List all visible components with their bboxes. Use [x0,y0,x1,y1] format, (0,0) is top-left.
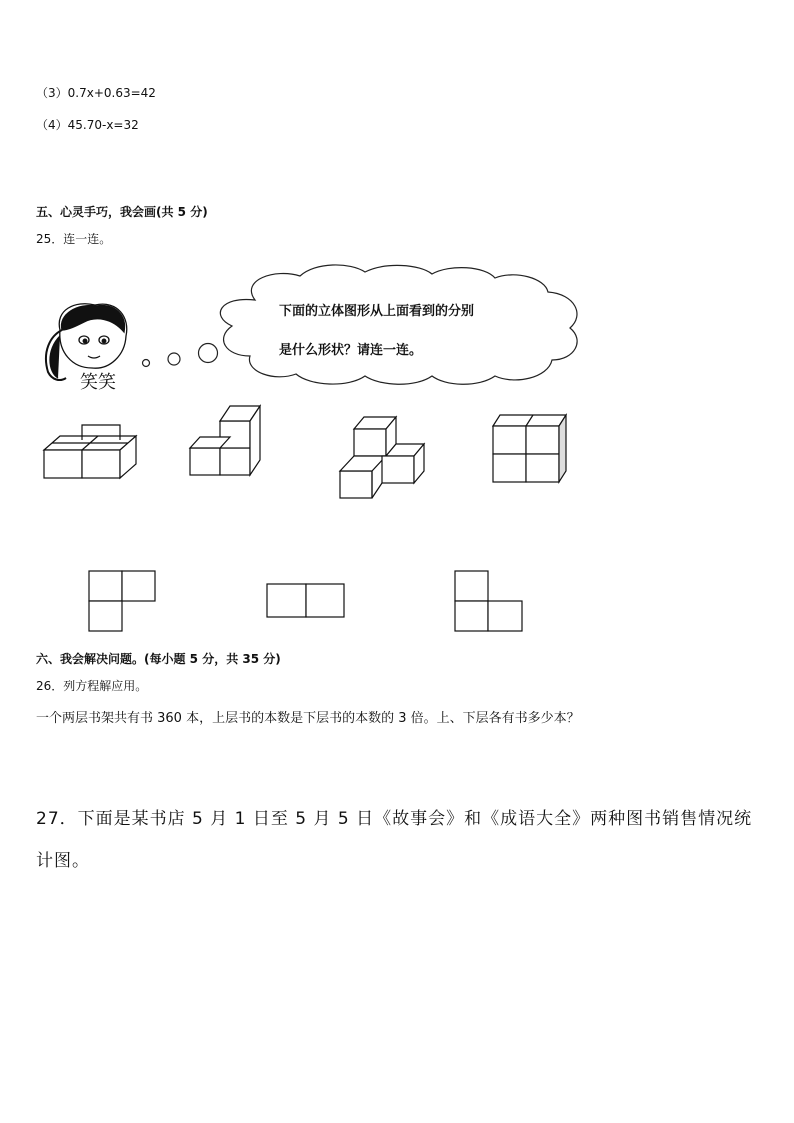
top-view-3 [455,571,522,631]
bubble-text-line-1: 下面的立体图形从上面看到的分别 [279,304,475,319]
thought-dot-medium [168,353,180,365]
question-27-line-1: 27．下面是某书店 5 月 1 日至 5 月 5 日《故事会》和《成语大全》两种图书销售情况统 [36,809,753,829]
thought-dot-small [143,360,150,367]
question-27-line-2: 计图。 [36,851,90,871]
thought-bubble [220,265,577,384]
character-name-label: 笑笑 [80,372,116,393]
equation-3: （3）0.7x+0.63=42 [36,86,156,100]
solid-figure-4 [493,415,566,482]
question-26-title: 26．列方程解应用。 [36,679,148,693]
top-view-2 [267,584,344,617]
solid-figure-2 [190,406,260,475]
section-5-heading: 五、心灵手巧，我会画(共 5 分) [36,205,208,219]
equation-4: （4）45.70-x=32 [36,118,139,132]
question-25-title: 25．连一连。 [36,232,112,246]
solid-figure-3 [340,417,424,498]
section-6-heading: 六、我会解决问题。(每小题 5 分，共 35 分) [36,652,281,666]
bubble-text-line-2: 是什么形状？请连一连。 [279,343,423,358]
solid-figure-1 [44,425,136,478]
thought-dot-large [199,344,218,363]
question-26-text: 一个两层书架共有书 360 本，上层书的本数是下层书的本数的 3 倍。上、下层各有书多少本？ [36,711,580,726]
top-view-1 [89,571,155,631]
